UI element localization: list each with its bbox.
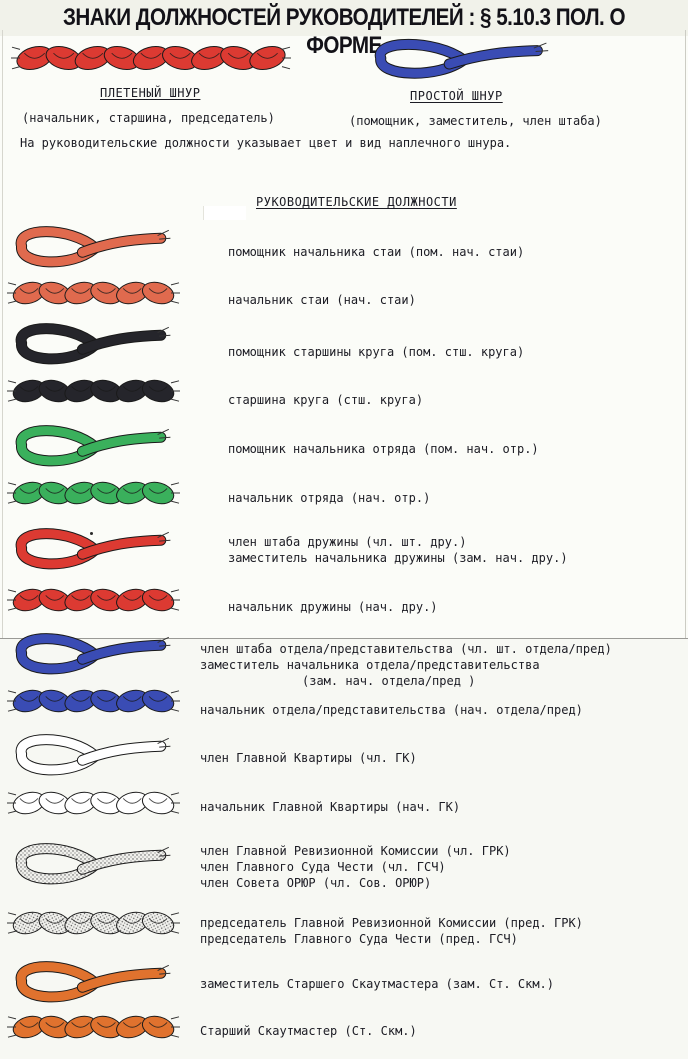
- braided-cord-green: [6, 476, 181, 510]
- rank-label: помощник начальника стаи (пом. нач. стаи): [228, 245, 525, 259]
- braided-cord-salmon: [6, 276, 181, 310]
- rank-label: Старший Скаутмастер (Ст. Скм.): [200, 1024, 417, 1038]
- intro-note: На руководительские должности указывает цвет и вид наплечного шнура.: [20, 136, 512, 150]
- simple-cord-orange: [12, 960, 172, 1004]
- section-heading: РУКОВОДИТЕЛЬСКИЕ ДОЛЖНОСТИ: [256, 195, 457, 209]
- simple-cord-desc: (помощник, заместитель, член штаба): [349, 114, 602, 128]
- rank-label: заместитель начальника дружины (зам. нач. дру.): [228, 551, 568, 565]
- simple-cord-salmon: [12, 225, 172, 269]
- simple-cord-black: [12, 322, 172, 366]
- simple-cord-blue: [12, 632, 172, 676]
- simple-cord-green: [12, 424, 172, 468]
- braided-cord-desc: (начальник, старшина, председатель): [22, 111, 275, 125]
- rank-label: член Главной Ревизионной Комиссии (чл. ГРК): [200, 844, 511, 858]
- rank-label: член Совета ОРЮР (чл. Сов. ОРЮР): [200, 876, 432, 890]
- rank-label: старшина круга (стш. круга): [228, 393, 424, 407]
- page-title: ЗНАКИ ДОЛЖНОСТЕЙ РУКОВОДИТЕЛЕЙ : § 5.10.3 ПОЛ. О ФОРМЕ: [62, 4, 626, 59]
- intro-braided-cord: [10, 40, 292, 76]
- rank-label: заместитель Старшего Скаутмастера (зам. Ст. Скм.): [200, 977, 555, 991]
- rank-label: член штаба дружины (чл. шт. дру.): [228, 535, 467, 549]
- simple-cord-white: [12, 733, 172, 777]
- rank-label: (зам. нач. отдела/пред ): [302, 674, 476, 688]
- rank-label: начальник отряда (нач. отр.): [228, 491, 431, 505]
- rank-label: член Главного Суда Чести (чл. ГСЧ): [200, 860, 446, 874]
- rank-label: член Главной Квартиры (чл. ГК): [200, 751, 417, 765]
- rank-label: начальник отдела/представительства (нач. отдела/пред): [200, 703, 583, 717]
- rank-label: помощник старшины круга (пом. стш. круга): [228, 345, 525, 359]
- rank-label: начальник стаи (нач. стаи): [228, 293, 416, 307]
- simple-cord-heading: ПРОСТОЙ ШНУР: [410, 89, 503, 103]
- simple-cord-dotted: [12, 842, 172, 886]
- paper-patch: [203, 206, 246, 220]
- rank-label: председатель Главной Ревизионной Комиссии (пред. ГРК): [200, 916, 583, 930]
- braided-cord-heading: ПЛЕТЕНЫЙ ШНУР: [100, 86, 201, 100]
- braided-cord-red: [6, 583, 181, 617]
- braided-cord-dotted: [6, 906, 181, 940]
- braided-cord-blue: [6, 684, 181, 718]
- braided-cord-orange: [6, 1010, 181, 1044]
- intro-simple-cord: [370, 38, 550, 80]
- rank-label: помощник начальника отряда (пом. нач. отр.): [228, 442, 539, 456]
- rank-label: член штаба отдела/представительства (чл. шт. отдела/пред): [200, 642, 612, 656]
- braided-cord-black: [6, 374, 181, 408]
- rank-label: председатель Главного Суда Чести (пред. ГСЧ): [200, 932, 518, 946]
- scan-speck: [90, 532, 93, 535]
- rank-label: заместитель начальника отдела/представительства: [200, 658, 540, 672]
- rank-label: начальник дружины (нач. дру.): [228, 600, 438, 614]
- rank-label: начальник Главной Квартиры (нач. ГК): [200, 800, 461, 814]
- braided-cord-white: [6, 786, 181, 820]
